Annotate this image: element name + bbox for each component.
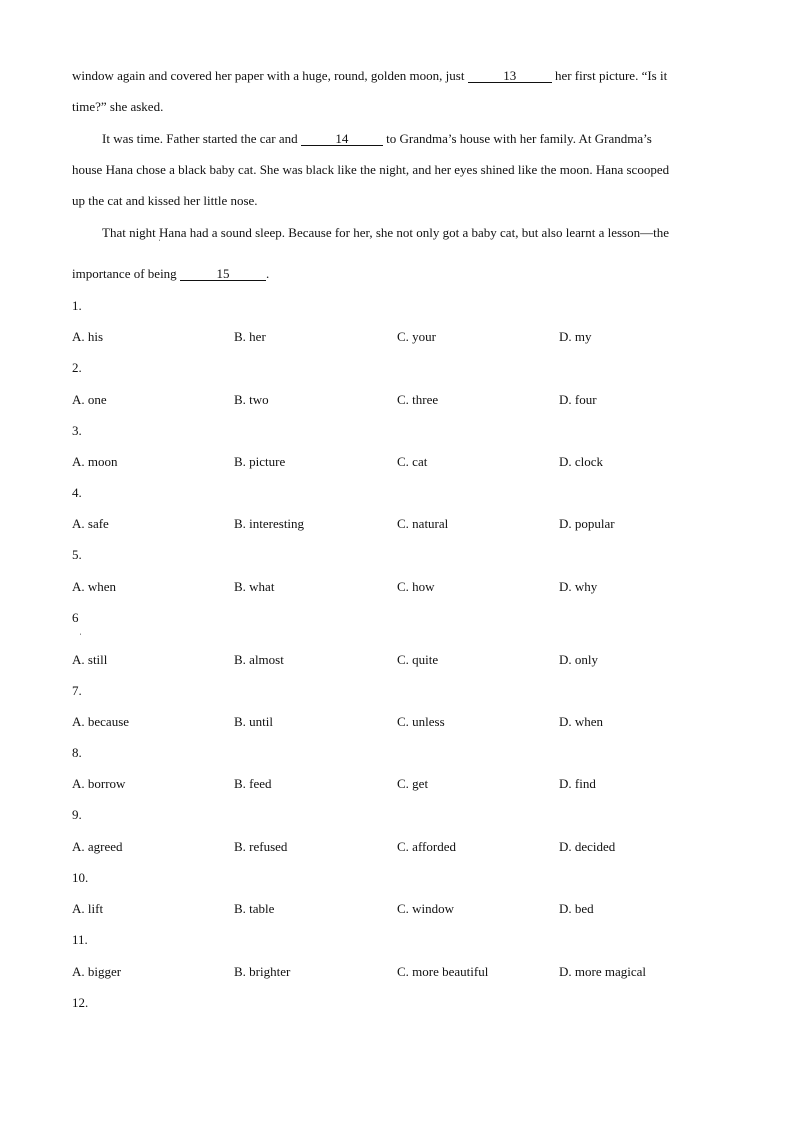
option-row [72, 839, 722, 855]
option-row [72, 652, 722, 668]
stray-mark: ˌ [79, 625, 82, 635]
option-d[interactable]: D. four [559, 392, 597, 407]
passage-text: to Grandma’s house with her family. At Grandma’s [382, 131, 652, 146]
question-number: 12. [72, 995, 89, 1010]
passage-line: time?” she asked. [72, 99, 164, 114]
question-number: 10. [72, 870, 89, 885]
option-row [72, 714, 722, 730]
option-a[interactable]: A. bigger [72, 964, 122, 979]
passage-text: importance of being [72, 266, 180, 281]
passage-line: up the cat and kissed her little nose. [72, 193, 258, 208]
question-number: 8. [72, 745, 82, 760]
option-d[interactable]: D. popular [559, 516, 615, 531]
option-d[interactable]: D. clock [559, 454, 604, 469]
blank-14: 14 [301, 132, 383, 146]
option-a[interactable]: A. safe [72, 516, 109, 531]
option-b[interactable]: B. brighter [234, 964, 291, 979]
option-a[interactable]: A. when [72, 579, 117, 594]
option-row [72, 776, 722, 792]
option-row [72, 329, 722, 345]
option-a[interactable]: A. his [72, 329, 104, 344]
option-d[interactable]: D. find [559, 776, 596, 791]
option-b[interactable]: B. two [234, 392, 269, 407]
stray-mark: ˈ [158, 238, 161, 248]
option-b[interactable]: B. what [234, 579, 275, 594]
question-number: 4. [72, 485, 82, 500]
option-c[interactable]: C. more beautiful [397, 964, 489, 979]
option-c[interactable]: C. unless [397, 714, 445, 729]
passage-line: house Hana chose a black baby cat. She was black like the night, and her eyes shined like the moon. Hana scooped [72, 162, 670, 177]
option-c[interactable]: C. how [397, 579, 435, 594]
option-a[interactable]: A. agreed [72, 839, 123, 854]
question-number: 7. [72, 683, 82, 698]
passage-line [72, 68, 667, 84]
option-row [72, 901, 722, 917]
passage-text: window again and covered her paper with a huge, round, golden moon, just [72, 68, 468, 83]
option-row [72, 454, 722, 470]
option-c[interactable]: C. your [397, 329, 436, 344]
option-b[interactable]: B. refused [234, 839, 288, 854]
question-number: 9. [72, 807, 82, 822]
option-b[interactable]: B. interesting [234, 516, 305, 531]
question-number: 2. [72, 360, 82, 375]
passage-text: . [265, 266, 270, 281]
option-c[interactable]: C. cat [397, 454, 428, 469]
option-c[interactable]: C. quite [397, 652, 439, 667]
question-number: 5. [72, 547, 82, 562]
option-a[interactable]: A. moon [72, 454, 118, 469]
option-d[interactable]: D. decided [559, 839, 616, 854]
passage-line [72, 266, 269, 282]
option-row [72, 579, 722, 595]
question-number: 6 [72, 610, 79, 625]
option-c[interactable]: C. three [397, 392, 439, 407]
option-c[interactable]: C. natural [397, 516, 449, 531]
option-row [72, 516, 722, 532]
option-b[interactable]: B. picture [234, 454, 286, 469]
passage-line [72, 131, 652, 147]
question-number: 1. [72, 298, 82, 313]
question-number: 3. [72, 423, 82, 438]
option-d[interactable]: D. when [559, 714, 604, 729]
option-c[interactable]: C. afforded [397, 839, 456, 854]
passage-text: her first picture. “Is it [551, 68, 668, 83]
option-a[interactable]: A. borrow [72, 776, 126, 791]
option-d[interactable]: D. more magical [559, 964, 646, 979]
option-a[interactable]: A. still [72, 652, 108, 667]
option-b[interactable]: B. almost [234, 652, 284, 667]
option-b[interactable]: B. table [234, 901, 275, 916]
option-a[interactable]: A. because [72, 714, 130, 729]
option-b[interactable]: B. until [234, 714, 274, 729]
question-number: 11. [72, 932, 88, 947]
option-c[interactable]: C. get [397, 776, 429, 791]
option-d[interactable]: D. only [559, 652, 598, 667]
option-row [72, 964, 722, 980]
option-a[interactable]: A. one [72, 392, 107, 407]
passage-text: It was time. Father started the car and [102, 131, 301, 146]
option-a[interactable]: A. lift [72, 901, 104, 916]
passage-line: That night Hana had a sound sleep. Because for her, she not only got a baby cat, but also learnt a lesson—the [102, 225, 669, 240]
blank-13: 13 [468, 69, 552, 83]
option-d[interactable]: D. my [559, 329, 592, 344]
option-b[interactable]: B. her [234, 329, 266, 344]
option-b[interactable]: B. feed [234, 776, 272, 791]
option-row [72, 392, 722, 408]
option-c[interactable]: C. window [397, 901, 455, 916]
blank-15: 15 [180, 267, 266, 281]
option-d[interactable]: D. bed [559, 901, 594, 916]
option-d[interactable]: D. why [559, 579, 598, 594]
